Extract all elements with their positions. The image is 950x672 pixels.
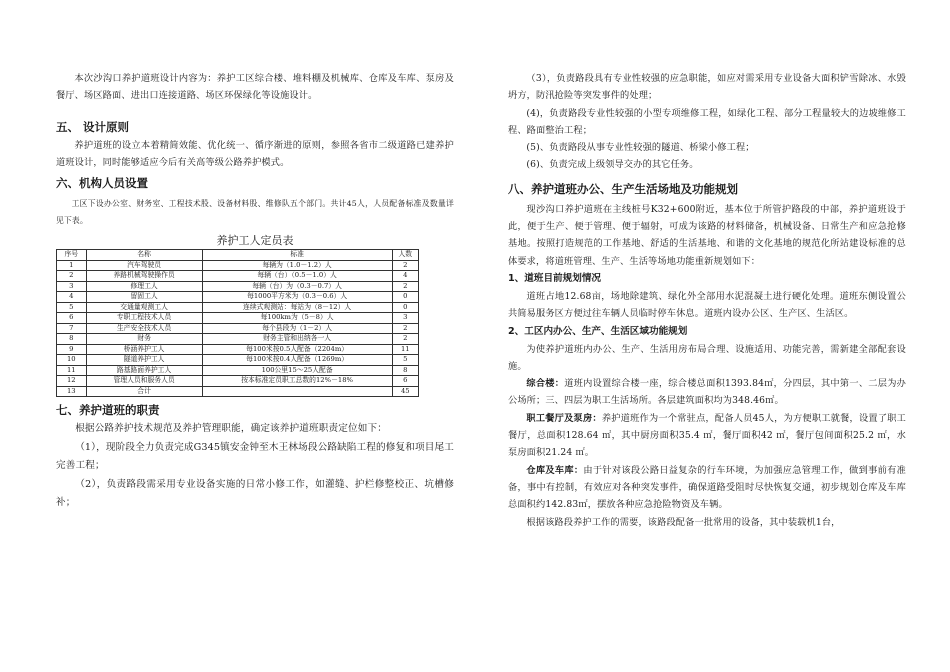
duty-item-6: (6)、负责完成上级领导交办的其它任务。 [526,159,699,171]
table-cell: 4 [392,271,418,282]
table-cell: 每100km为（5－8）人 [202,313,392,324]
table-header-row [57,250,419,261]
table-cell: 财务主管和出纳各一人 [202,334,392,345]
duty-item-1: （1），现阶段全力负责完成G345镇安金钟至木王林场段公路缺陷工程的修复和项目尾工完善工程； [56,441,454,472]
table-row [57,323,419,334]
table-cell: 4 [57,292,87,303]
table-cell: 8 [57,334,87,345]
table-cell: 每辆（台）为（0.3－0.7）人 [202,281,392,292]
table-cell: 留固工人 [86,292,202,303]
table-cell: 13 [57,386,87,397]
table-row [57,260,419,271]
table-cell: 45 [392,386,418,397]
table-cell: 1 [57,260,87,271]
table-cell: 连续式观测站：每站为（8－12）人 [202,302,392,313]
subsection-2-title: 2、工区内办公、生产、生活区域功能规划 [508,325,688,337]
left-column [56,70,454,513]
table-row [57,313,419,324]
table-cell: 汽车驾驶员 [86,260,202,271]
table-cell: 6 [392,376,418,387]
section-5-title: 五、 设计原则 [56,119,130,134]
table-row [57,302,419,313]
table-cell: 3 [57,281,87,292]
section-7-title: 七、养护道班的职责 [56,403,160,418]
table-row [57,344,419,355]
office-building-paragraph [508,375,906,410]
duty-item-2: （2），负责路段需采用专业设备实施的日常小修工作，如灌缝、护栏修整校正、坑槽修补； [56,478,454,509]
table-cell: 12 [57,376,87,387]
duty-item-3: （3），负责路段具有专业性较强的应急职能，如应对需采用专业设备大面积铲雪除冰、水毁坍方，防汛抢险等突发事件的处理； [508,73,906,102]
canteen-paragraph [508,410,906,462]
subsection-2-body: 为使养护道班内办公、生产、生活用房布局合理、设施适用、功能完善，需新建全部配套设施。 [508,343,906,372]
table-cell: 每辆（台）（0.5－1.0）人 [202,271,392,282]
table-cell: 10 [57,355,87,366]
table-cell: 9 [57,344,87,355]
table-row [57,376,419,387]
table-cell: 2 [392,334,418,345]
table-cell: 路基路面养护工人 [86,365,202,376]
table-cell: 11 [57,365,87,376]
table-cell: 财务 [86,334,202,345]
staff-table [56,249,419,397]
table-row [57,365,419,376]
right-column [508,70,906,531]
table-row [57,292,419,303]
section-8-title: 八、养护道班办公、生产生活场地及功能规划 [508,181,738,196]
table-cell: 11 [392,344,418,355]
table-cell: 7 [57,323,87,334]
table-cell: 按本标准定员职工总数的12%－18% [202,376,392,387]
table-cell: 100公里15～25人配备 [202,365,392,376]
table-header-cell: 名称 [86,250,202,261]
table-header-cell: 标准 [202,250,392,261]
table-cell: 2 [392,260,418,271]
table-cell: 养路机械驾驶操作员 [86,271,202,282]
duty-item-4: (4)，负责路段专业性较强的小型专项维修工程，如绿化工程、部分工程量较大的边坡维修工程、路面整治工程； [508,107,906,136]
table-title: 养护工人定员表 [216,234,294,248]
table-cell: 每1000平方米为（0.3－0.6）人 [202,292,392,303]
table-cell: 交通量观测工人 [86,302,202,313]
intro-paragraph: 本次沙沟口养护道班设计内容为：养护工区综合楼、堆料棚及机械库、仓库及车库、泵房及餐厅、场区路面、进出口连接道路、场区环保绿化等设施设计。 [56,73,454,102]
subsection-1-body: 道班占地12.68亩，场地除建筑、绿化外全部用水泥混凝土进行硬化处理。道班东侧设置公共简易服务区方便过往车辆人员临时停车休息。道班内设办公区、生产区、生活区。 [508,290,906,320]
table-cell [202,386,392,397]
table-cell: 管理人员和服务人员 [86,376,202,387]
table-cell: 每100米按0.4人配备（1269m） [202,355,392,366]
warehouse-label: 仓库及车库： [526,464,584,476]
table-row [57,271,419,282]
table-cell: 5 [57,302,87,313]
section-6-title: 六、机构人员设置 [56,176,148,191]
table-row [57,355,419,366]
duty-item-5: (5)、负责路段从事专业性较强的隧道、桥梁小修工程； [526,142,755,154]
table-row [57,281,419,292]
table-cell: 6 [57,313,87,324]
table-cell: 合计 [86,386,202,397]
table-cell: 生产安全技术人员 [86,323,202,334]
canteen-text: 养护道班作为一个常驻点，配备人员45人，为方便职工就餐，设置了职工餐厅，总面积128.64 ㎡，其中厨房面积35.4 ㎡，餐厅面积42 ㎡，餐厅包间面积25.2 ㎡，水泵房面积21.24 ㎡。 [508,412,907,459]
table-row [57,334,419,345]
table-cell: 每个县段为（1－2）人 [202,323,392,334]
office-building-label: 综合楼： [526,378,565,390]
warehouse-paragraph [508,462,906,514]
table-cell: 0 [392,292,418,303]
table-cell: 2 [392,281,418,292]
section-5-body: 养护道班的设立本着精简效能、优化统一、循序渐进的原则，参照各省市二级道路已建养护道班设计，同时能够适应今后有关高等级公路养护模式。 [56,139,454,168]
table-cell: 每100米按0.5人配备（2204m） [202,344,392,355]
warehouse-text: 由于针对该段公路日益复杂的行车环境，为加强应急管理工作，做到事前有准备，事中有控制，有效应对各种突发事件，确保道路受阻时尽快恢复交通，初步规划仓库及车库总面积约142.83㎡，摆放各种应急抢险物资及车辆。 [508,464,906,511]
table-cell: 5 [392,355,418,366]
table-row [57,386,419,397]
section-6-body: 工区下设办公室、财务室、工程技术股、设备材料股、维修队五个部门。共计45人，人员配备标准及数量详见下表。 [56,199,454,226]
table-cell: 8 [392,365,418,376]
table-header-cell: 序号 [57,250,87,261]
subsection-1-title: 1、道班目前规划情况 [508,272,602,284]
office-building-text: 道班内设置综合楼一座，综合楼总面积1393.84㎡，分四层，其中第一、二层为办公场所；三、四层为职工生活场所。各层建筑面积均为348.46㎡。 [508,378,906,407]
table-cell: 2 [392,323,418,334]
canteen-label: 职工餐厅及泵房： [526,412,602,424]
table-header-cell: 人数 [392,250,418,261]
table-cell: 桥涵养护工人 [86,344,202,355]
table-cell: 2 [57,271,87,282]
table-cell: 3 [392,313,418,324]
table-cell: 修理工人 [86,281,202,292]
equipment-paragraph: 根据该路段养护工作的需要，该路段配备一批常用的设备，其中装载机1台， [526,516,841,528]
table-cell: 专职工程技术人员 [86,313,202,324]
table-cell: 每辆为（1.0－1.2）人 [202,260,392,271]
table-cell: 隧道养护工人 [86,355,202,366]
table-cell: 0 [392,302,418,313]
section-7-intro: 根据公路养护技术规范及养护管理职能，确定该养护道班职责定位如下： [75,423,387,435]
section-8-body: 现沙沟口养护道班在主线桩号K32+600附近，基本位于所管护路段的中部，养护道班设于此，便于生产、便于管理、便于辐射，可成为该路的材料储备，机械设备、日常生产和应急抢修基地。按照打造规范的工作基地、舒适的生活基地、和谐的文化基地的规范化所站建设标准的总体要求，将道班管理、生产、生活等场地功能重新规划如下： [508,203,906,267]
